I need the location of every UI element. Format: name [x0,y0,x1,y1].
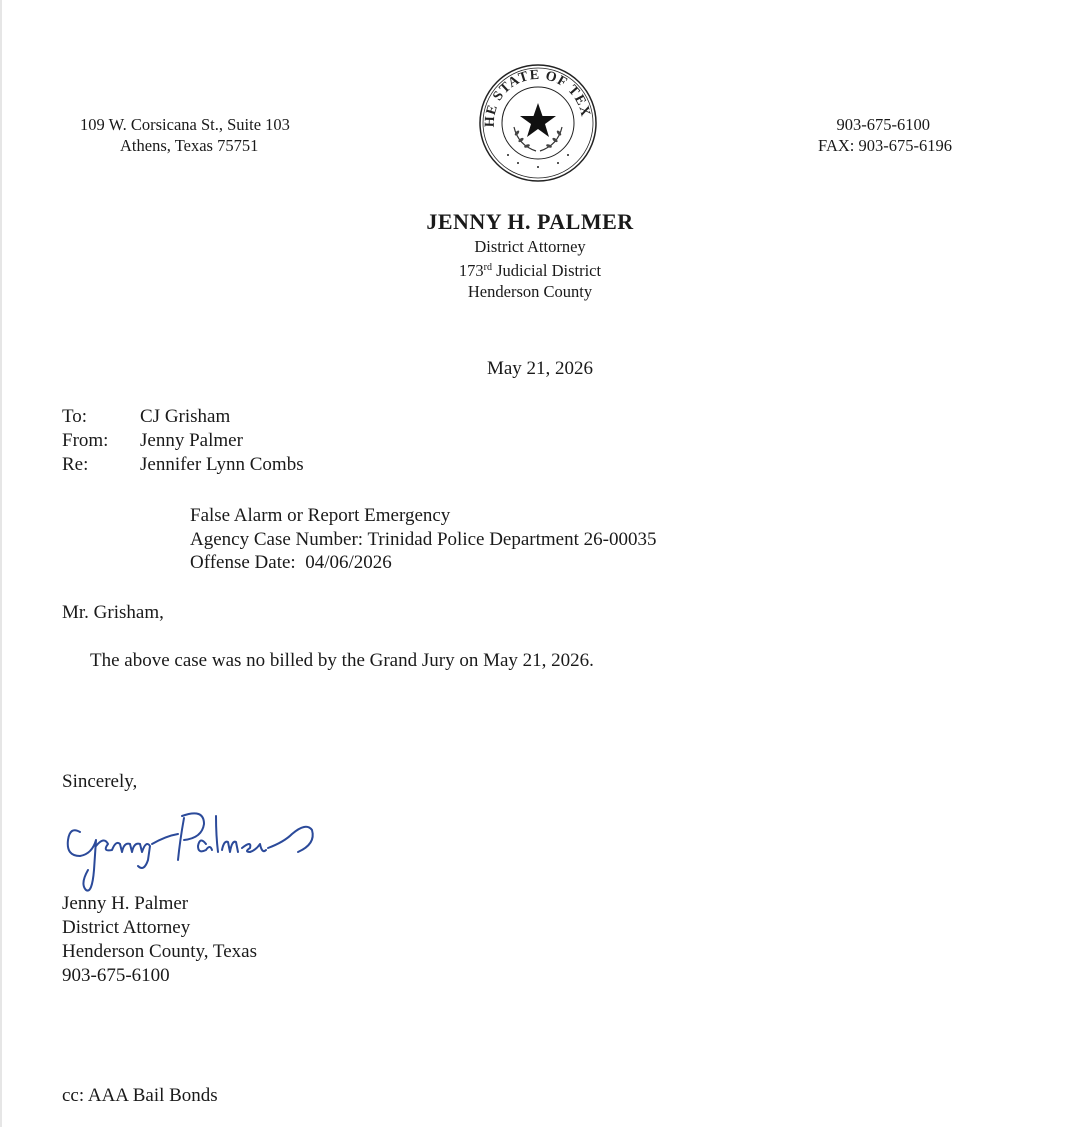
carbon-copy: cc: AAA Bail Bonds [62,1085,218,1106]
re-value: Jennifer Lynn Combs [140,454,304,475]
office-contact [818,114,952,156]
memo-re [62,453,304,477]
texas-state-seal [478,63,598,183]
seal-text: HE STATE OF TEX [482,67,593,128]
attorney-title: District Attorney [474,237,586,256]
judicial-district [330,257,730,281]
offense-date: Offense Date: 04/06/2026 [190,552,392,573]
memo-header [62,405,304,477]
re-label: Re: [62,454,89,475]
signer-name: Jenny H. Palmer [62,893,189,914]
office-address [80,114,290,156]
letter-date: May 21, 2026 [486,358,594,379]
signer-title: District Attorney [62,917,191,938]
attorney-name: JENNY H. PALMER [426,209,634,234]
memo-from [62,429,304,453]
to-value: CJ Grisham [140,406,231,427]
district-label: Judicial District [492,261,602,280]
from-value: Jenny Palmer [140,430,243,451]
district-ordinal: rd [483,262,492,273]
district-number: 173 [458,261,484,280]
office-fax: FAX: 903-675-6196 [818,136,952,155]
from-label: From: [62,430,109,451]
office-phone: 903-675-6100 [836,115,930,134]
memo-to [62,405,304,429]
office-street: 109 W. Corsicana St., Suite 103 [80,115,290,134]
letterhead [330,208,730,302]
to-label: To: [62,406,88,427]
letter-body: The above case was no billed by the Grand Jury on May 21, 2026. [90,650,594,671]
closing: Sincerely, [62,771,138,792]
agency-case-number: Agency Case Number: Trinidad Police Department 26-00035 [190,528,657,550]
county-name: Henderson County [467,282,593,301]
offense-description: False Alarm or Report Emergency [190,505,451,526]
signer-location: Henderson County, Texas [62,941,257,962]
salutation: Mr. Grisham, [62,602,164,623]
signer-phone: 903-675-6100 [62,965,170,986]
page-edge [0,0,2,1127]
signature-block [62,892,257,988]
case-details [190,504,656,575]
office-city: Athens, Texas 75751 [120,136,259,155]
handwritten-signature [66,800,336,900]
